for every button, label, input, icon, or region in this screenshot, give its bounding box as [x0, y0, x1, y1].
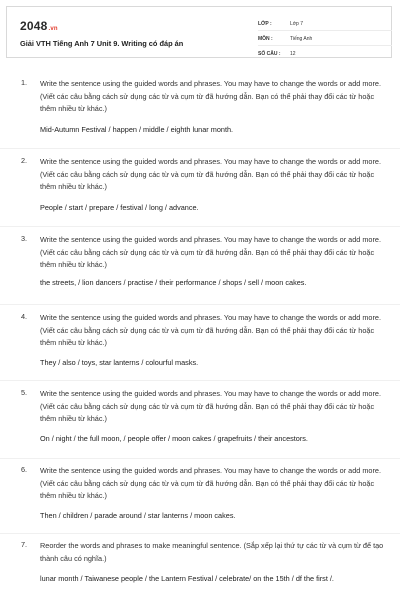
question-number: 1.: [21, 78, 28, 87]
header-card: [6, 6, 392, 58]
divider: [0, 380, 400, 381]
question-number: 4.: [21, 312, 28, 321]
meta-row-subject: [258, 33, 392, 46]
document-title: Giải VTH Tiếng Anh 7 Unit 9. Writing có đáp án: [20, 39, 184, 48]
meta-value: Lớp 7: [290, 21, 304, 27]
meta-row-grade: [258, 18, 392, 31]
logo-tld-text: .vn: [48, 26, 58, 32]
meta-value: Tiếng Anh: [290, 36, 313, 42]
divider: [0, 533, 400, 534]
question-number: 7.: [21, 540, 28, 549]
divider: [0, 148, 400, 149]
question-prompt: Then / children / parade around / star lanterns / moon cakes.: [40, 511, 236, 520]
divider: [0, 458, 400, 459]
question-instruction: Write the sentence using the guided words and phrases. You may have to change the words or add more. (Viết các câu bằng cách sử dụng các từ và cụm từ đã hướng dẫn. Bạn có thể phải thay đổi các từ hoặc thêm nhiều từ khác.): [40, 313, 382, 347]
question-instruction: Write the sentence using the guided words and phrases. You may have to change the words or add more. (Viết các câu bằng cách sử dụng các từ và cụm từ đã hướng dẫn. Bạn có thể phải thay đổi các từ hoặc thêm nhiều từ khác.): [40, 235, 382, 269]
question-prompt: Mid-Autumn Festival / happen / middle / eighth lunar month.: [40, 125, 234, 134]
meta-label: MÔN :: [258, 36, 273, 42]
meta-value: 12: [290, 51, 296, 57]
logo-main-text: 2048: [20, 19, 48, 33]
divider: [0, 226, 400, 227]
question-prompt: They / also / toys, star lanterns / colourful masks.: [40, 358, 199, 367]
question-instruction: Write the sentence using the guided words and phrases. You may have to change the words or add more. (Viết các câu bằng cách sử dụng các từ và cụm từ đã hướng dẫn. Bạn có thể phải thay đổi các từ hoặc thêm nhiều từ khác.): [40, 157, 382, 191]
question-number: 3.: [21, 234, 28, 243]
meta-label: LỚP :: [258, 21, 272, 27]
site-logo[interactable]: [20, 19, 58, 33]
meta-row-count: [258, 48, 392, 60]
question-instruction: Reorder the words and phrases to make meaningful sentence. (Sắp xếp lại thứ tự các từ và cụm từ để tạo thành câu có nghĩa.): [40, 541, 384, 563]
question-number: 6.: [21, 465, 28, 474]
question-instruction: Write the sentence using the guided words and phrases. You may have to change the words or add more. (Viết các câu bằng cách sử dụng các từ và cụm từ đã hướng dẫn. Bạn có thể phải thay đổi các từ hoặc thêm nhiều từ khác.): [40, 466, 382, 500]
question-number: 5.: [21, 388, 28, 397]
question-prompt: lunar month / Taiwanese people / the Lantern Festival / celebrate/ on the 15th / df the first /.: [40, 574, 334, 583]
question-prompt: People / start / prepare / festival / long / advance.: [40, 203, 199, 212]
meta-label: SỐ CÂU :: [258, 51, 281, 57]
meta-table: [258, 18, 392, 62]
question-prompt: On / night / the full moon, / people offer / moon cakes / grapefruits / their ancestors.: [40, 434, 308, 443]
question-instruction: Write the sentence using the guided words and phrases. You may have to change the words or add more. (Viết các câu bằng cách sử dụng các từ và cụm từ đã hướng dẫn. Bạn có thể phải thay đổi các từ hoặc thêm nhiều từ khác.): [40, 79, 382, 113]
question-instruction: Write the sentence using the guided words and phrases. You may have to change the words or add more. (Viết các câu bằng cách sử dụng các từ và cụm từ đã hướng dẫn. Bạn có thể phải thay đổi các từ hoặc thêm nhiều từ khác.): [40, 389, 382, 423]
question-prompt: the streets, / lion dancers / practise / their performance / shops / sell / moon cakes.: [40, 278, 307, 287]
question-number: 2.: [21, 156, 28, 165]
divider: [0, 304, 400, 305]
